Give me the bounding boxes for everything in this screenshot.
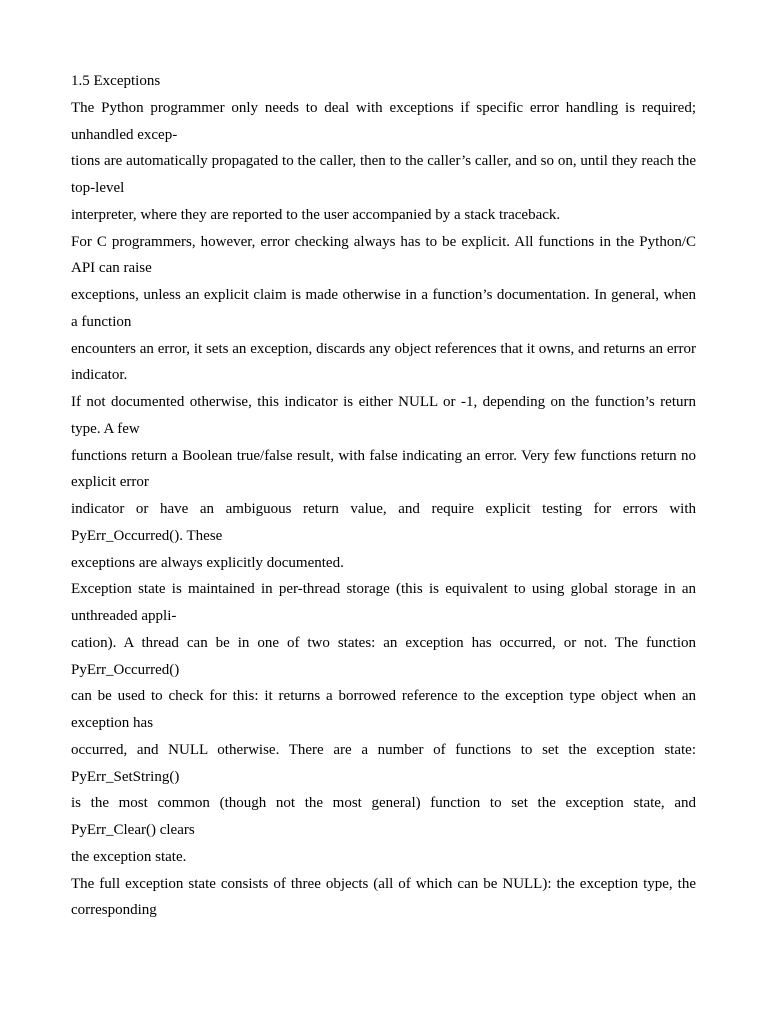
text-line: The full exception state consists of three objects (all of which can be NULL): the exception type, the corresponding — [71, 875, 696, 919]
text-line: cation). A thread can be in one of two states: an exception has occurred, or not. The function PyErr_Occurred() — [71, 634, 696, 678]
document-page — [71, 68, 696, 924]
text-line: exceptions are always explicitly documented. — [71, 554, 344, 571]
text-line: occurred, and NULL otherwise. There are a number of functions to set the exception state: PyErr_SetString() — [71, 741, 696, 785]
text-line: exceptions, unless an explicit claim is made otherwise in a function’s documentation. In general, when a function — [71, 287, 696, 330]
text-line: can be used to check for this: it returns a borrowed reference to the exception type object when an exception has — [71, 688, 696, 731]
text-line: indicator or have an ambiguous return value, and require explicit testing for errors with PyErr_Occurred(). These — [71, 501, 696, 544]
text-line: If not documented otherwise, this indicator is either NULL or -1, depending on the function’s return type. A few — [71, 394, 696, 437]
text-line: functions return a Boolean true/false result, with false indicating an error. Very few functions return no explicit error — [71, 447, 696, 491]
text-line: the exception state. — [71, 848, 187, 865]
text-line: The Python programmer only needs to deal with exceptions if specific error handling is required; unhandled excep- — [71, 99, 696, 143]
text-line: For C programmers, however, error checking always has to be explicit. All functions in the Python/C API can raise — [71, 233, 696, 277]
text-line: Exception state is maintained in per-thread storage (this is equivalent to using global storage in an unthreaded appli- — [71, 581, 696, 624]
section-title: 1.5 Exceptions — [71, 73, 161, 89]
text-line: encounters an error, it sets an exception, discards any object references that it owns, and returns an error indicator. — [71, 340, 696, 384]
text-line: interpreter, where they are reported to the user accompanied by a stack traceback. — [71, 206, 561, 223]
text-line: tions are automatically propagated to the caller, then to the caller’s caller, and so on, until they reach the top-level — [71, 153, 696, 196]
text-line: is the most common (though not the most general) function to set the exception state, and PyErr_Clear() clears — [71, 795, 696, 838]
